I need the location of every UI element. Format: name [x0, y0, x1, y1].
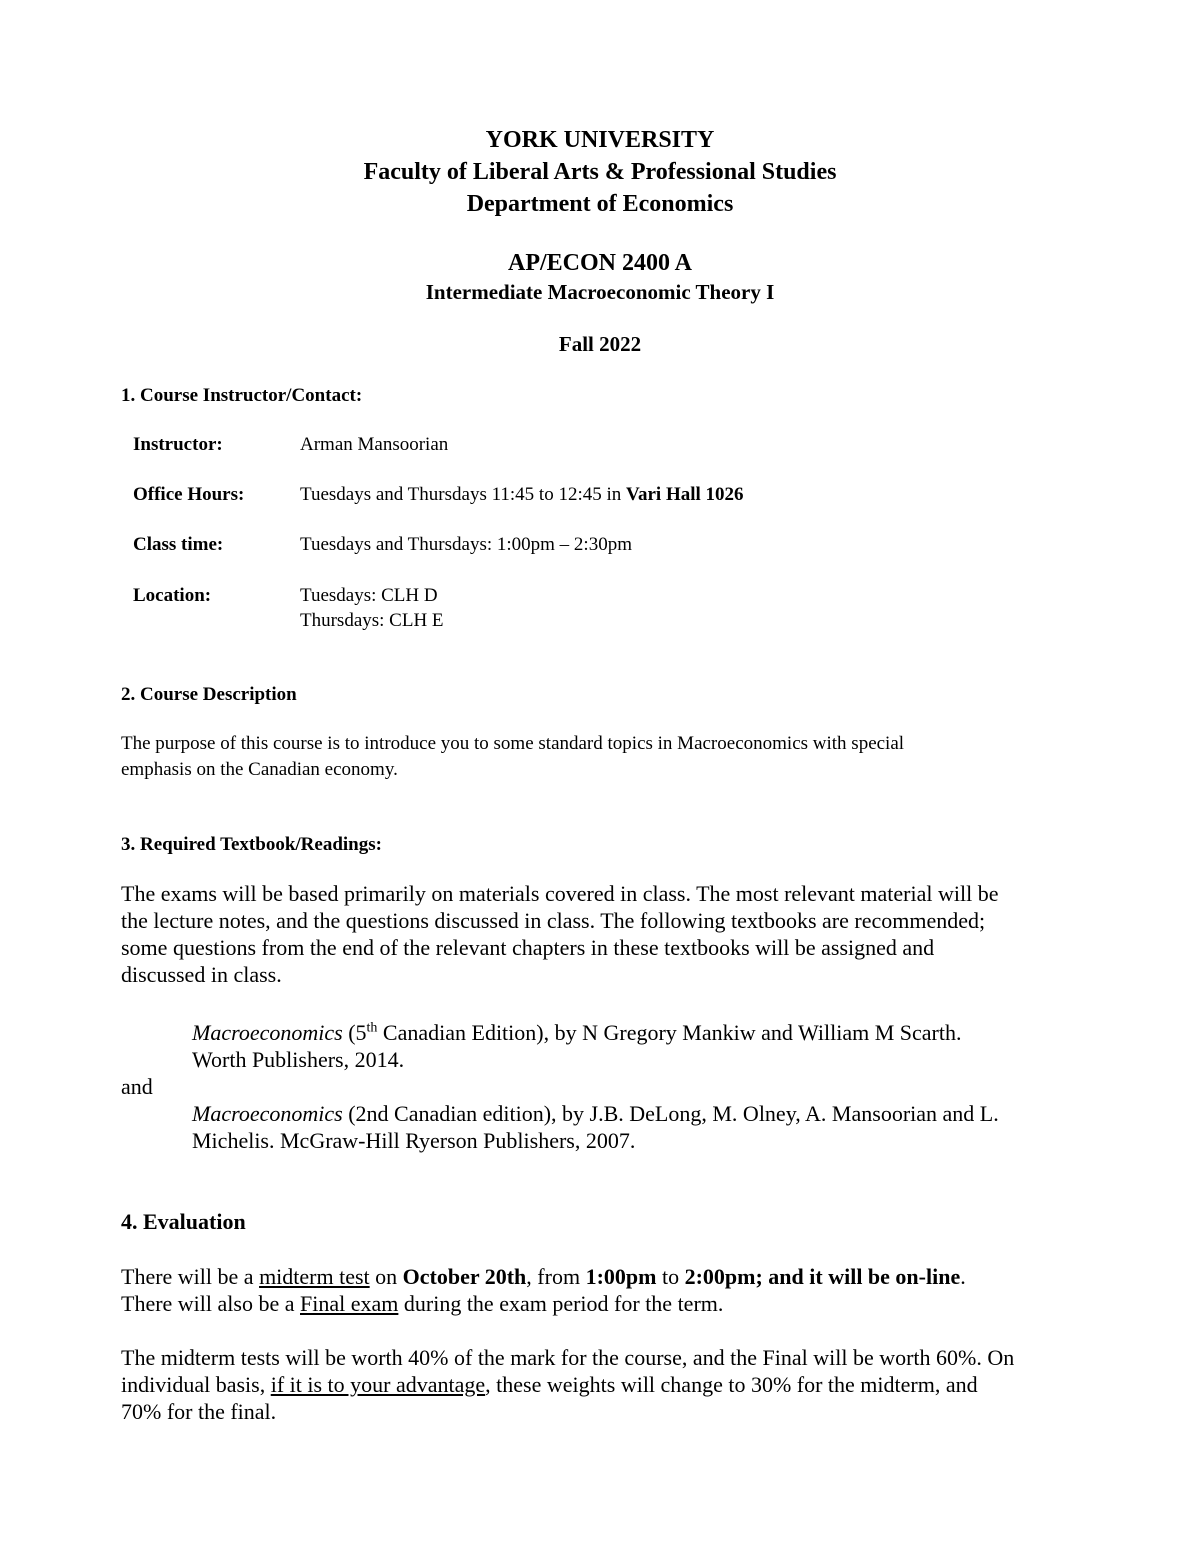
textbook-2-title: Macroeconomics — [192, 1101, 343, 1126]
final-exam-text: Final exam — [300, 1291, 399, 1316]
textbook-2-authors: (2nd Canadian edition), by J.B. DeLong, M. Olney, A. Mansoorian and L. — [342, 1101, 999, 1126]
textbook-1-publisher: Worth Publishers, 2014. — [192, 1047, 405, 1072]
office-hours-label: Office Hours: — [133, 484, 245, 505]
evaluation-text: There will also be a — [121, 1291, 300, 1316]
evaluation-text: on — [369, 1264, 403, 1289]
readings-line-4: discussed in class. — [121, 962, 282, 987]
readings-line-2: the lecture notes, and the questions discussed in class. The following textbooks are recommended; — [121, 908, 986, 933]
midterm-test-text: midterm test — [259, 1264, 370, 1289]
location-tuesday: Tuesdays: CLH D — [300, 585, 438, 606]
evaluation-line-2 — [121, 1290, 723, 1318]
advantage-text: if it is to your advantage — [270, 1372, 486, 1397]
description-line-1: The purpose of this course is to introduce you to some standard topics in Macroeconomics with special — [121, 733, 905, 754]
section3-heading: 3. Required Textbook/Readings: — [121, 834, 382, 855]
location-label: Location: — [133, 585, 212, 606]
weights-text: individual basis, — [121, 1372, 271, 1397]
instructor-value: Arman Mansoorian — [300, 434, 449, 455]
textbook-1-authors: Canadian Edition), by N Gregory Mankiw and William M Scarth. — [377, 1020, 962, 1045]
office-room: Vari Hall 1026 — [626, 484, 744, 505]
class-time-label: Class time: — [133, 534, 224, 555]
course-code: AP/ECON 2400 A — [507, 250, 692, 276]
faculty-name: Faculty of Liberal Arts & Professional Studies — [363, 159, 837, 185]
weights-line-3: 70% for the final. — [121, 1399, 277, 1424]
weights-line-1: The midterm tests will be worth 40% of the mark for the course, and the Final will be worth 60%. On — [121, 1345, 1015, 1370]
evaluation-text: during the exam period for the term. — [398, 1291, 724, 1316]
textbook-2 — [192, 1100, 999, 1128]
readings-line-3: some questions from the end of the relevant chapters in these textbooks will be assigned and — [121, 935, 935, 960]
textbook-1-edition-sup: th — [366, 1020, 378, 1036]
section1-heading: 1. Course Instructor/Contact: — [121, 385, 363, 406]
midterm-end: 2:00pm; and it will be on-line — [684, 1264, 961, 1289]
textbook-1-title: Macroeconomics — [192, 1020, 343, 1045]
department-name: Department of Economics — [466, 191, 734, 217]
class-time-value: Tuesdays and Thursdays: 1:00pm – 2:30pm — [300, 534, 632, 555]
office-hours-value — [300, 482, 744, 508]
textbook-1-edition: (5 — [342, 1020, 367, 1045]
course-title: Intermediate Macroeconomic Theory I — [425, 280, 775, 304]
description-line-2: emphasis on the Canadian economy. — [121, 759, 398, 780]
evaluation-text: . — [960, 1264, 966, 1289]
evaluation-text: There will be a — [121, 1264, 260, 1289]
midterm-date: October 20th — [402, 1264, 527, 1289]
and-connector: and — [121, 1074, 153, 1099]
weights-text: , these weights will change to 30% for the midterm, and — [485, 1372, 978, 1397]
evaluation-text: to — [656, 1264, 685, 1289]
office-hours-text: Tuesdays and Thursdays 11:45 to 12:45 in — [300, 484, 626, 505]
readings-line-1: The exams will be based primarily on materials covered in class. The most relevant material will be — [121, 881, 999, 906]
section2-heading: 2. Course Description — [121, 684, 297, 705]
section4-heading: 4. Evaluation — [121, 1209, 246, 1234]
instructor-label: Instructor: — [133, 434, 223, 455]
university-name: YORK UNIVERSITY — [485, 127, 715, 153]
textbook-1 — [192, 1019, 961, 1047]
term: Fall 2022 — [558, 332, 642, 356]
location-thursday: Thursdays: CLH E — [300, 610, 444, 631]
midterm-start: 1:00pm — [585, 1264, 657, 1289]
evaluation-text: , from — [526, 1264, 586, 1289]
evaluation-line-1 — [121, 1263, 966, 1291]
textbook-2-publisher: Michelis. McGraw-Hill Ryerson Publishers, 2007. — [192, 1128, 636, 1153]
weights-line-2 — [121, 1371, 978, 1399]
